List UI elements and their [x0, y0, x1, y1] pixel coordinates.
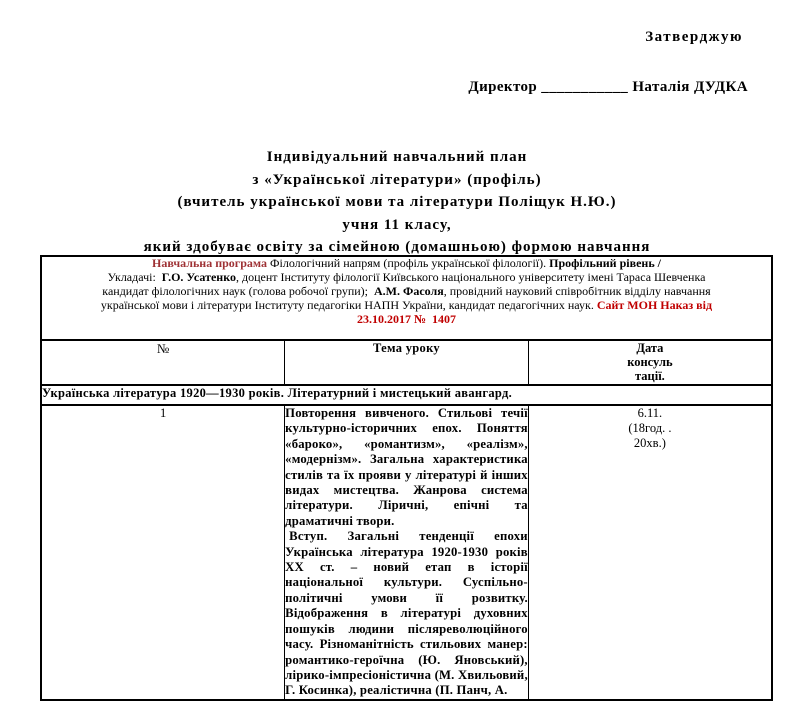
program-line-5 — [42, 313, 771, 327]
author-1-title: , доцент Інституту філології Київського національного університету імені Тараса Шевченка — [235, 269, 706, 284]
program-name-label: Навчальна програма — [152, 256, 268, 270]
date-line-2: (18год. . — [628, 421, 672, 436]
order-date-number: 23.10.2017 № 1407 — [356, 311, 457, 326]
lesson-topic-paragraph-2: Вступ. Загальні тенденції епохи Українська література 1920-1930 років ХХ ст. – новий етап в історії національної культури. Суспільно-політичні умови її розвитку. Відображення в літературі духовних пошуків людини післяреволюційного часу. Різноманітність стильових манер: романтико-героїчна (Ю. Яновський), лірико-імпресіоністична (М. Хвильовий, Г. Косинка), реалістична (П. Панч, А. — [285, 529, 528, 698]
approval-stamp: Затверджую — [645, 29, 743, 45]
program-info-cell — [41, 256, 772, 340]
column-header-date — [528, 340, 772, 385]
author-2-name: А.М. Фасоля — [374, 283, 444, 298]
table-header-row — [41, 340, 772, 385]
author-2-degree: української мови і літератури Інституту педагогіки НАПН України, кандидат педагогічних наук. — [100, 297, 597, 312]
authors-label: Укладачі: — [107, 269, 162, 284]
consultation-date-cell — [528, 405, 772, 700]
author-1-name: Г.О. Усатенко — [161, 269, 236, 284]
lesson-topic-cell — [285, 405, 529, 700]
date-header-line-1: Дата — [636, 341, 664, 355]
title-line-5: який здобуває освіту за сімейною (домашньою) формою навчання — [143, 239, 651, 255]
program-line-1 — [42, 257, 771, 271]
curriculum-table — [40, 255, 773, 701]
title-line-1: Індивідуальний навчальний план — [266, 149, 528, 165]
program-line-2 — [42, 271, 771, 285]
program-level-label: Профільний рівень / — [549, 256, 661, 270]
author-2-title: , провідний науковий співробітник відділу навчання — [443, 283, 711, 298]
date-line-3: 20хв.) — [633, 436, 666, 451]
program-line-4 — [42, 299, 771, 313]
column-header-topic: Тема уроку — [285, 340, 529, 385]
title-line-4: учня 11 класу, — [342, 216, 452, 233]
section-row — [41, 385, 772, 405]
date-header-line-3: тації. — [634, 369, 665, 383]
mon-site-order-label: Сайт МОН Наказ від — [596, 297, 713, 312]
program-info-row — [41, 256, 772, 340]
document-title — [0, 146, 794, 259]
column-header-number: № — [41, 340, 285, 385]
lesson-number-cell: 1 — [41, 405, 285, 700]
table-row — [41, 405, 772, 700]
section-title-cell: Українська література 1920—1930 років. Літературний і мистецький авангард. — [41, 385, 772, 405]
author-1-degree: кандидат філологічних наук (голова робочої групи); — [102, 283, 375, 298]
lesson-topic-paragraph-1: Повторення вивченого. Стильові течії культурно-історичних епох. Поняття «бароко», «романтизм», «реалізм», «модернізм». Загальна характеристика стилів та їх прояви у літературі й інших видах мистецтва. Жанрова система літератури. Ліричні, епічні та драматичні твори. — [285, 406, 528, 528]
date-line-1: 6.11. — [637, 406, 663, 420]
director-signature-line: Директор ___________ Наталія ДУДКА — [468, 79, 748, 95]
title-line-2: з «Української літератури» (профіль) — [252, 171, 542, 188]
title-line-3: (вчитель української мови та літератури Поліщук Н.Ю.) — [177, 194, 617, 210]
date-header-line-2: консуль — [627, 355, 673, 369]
program-line-3 — [42, 285, 771, 299]
program-direction-text: Філологічний напрям (профіль української філології). — [267, 256, 550, 270]
